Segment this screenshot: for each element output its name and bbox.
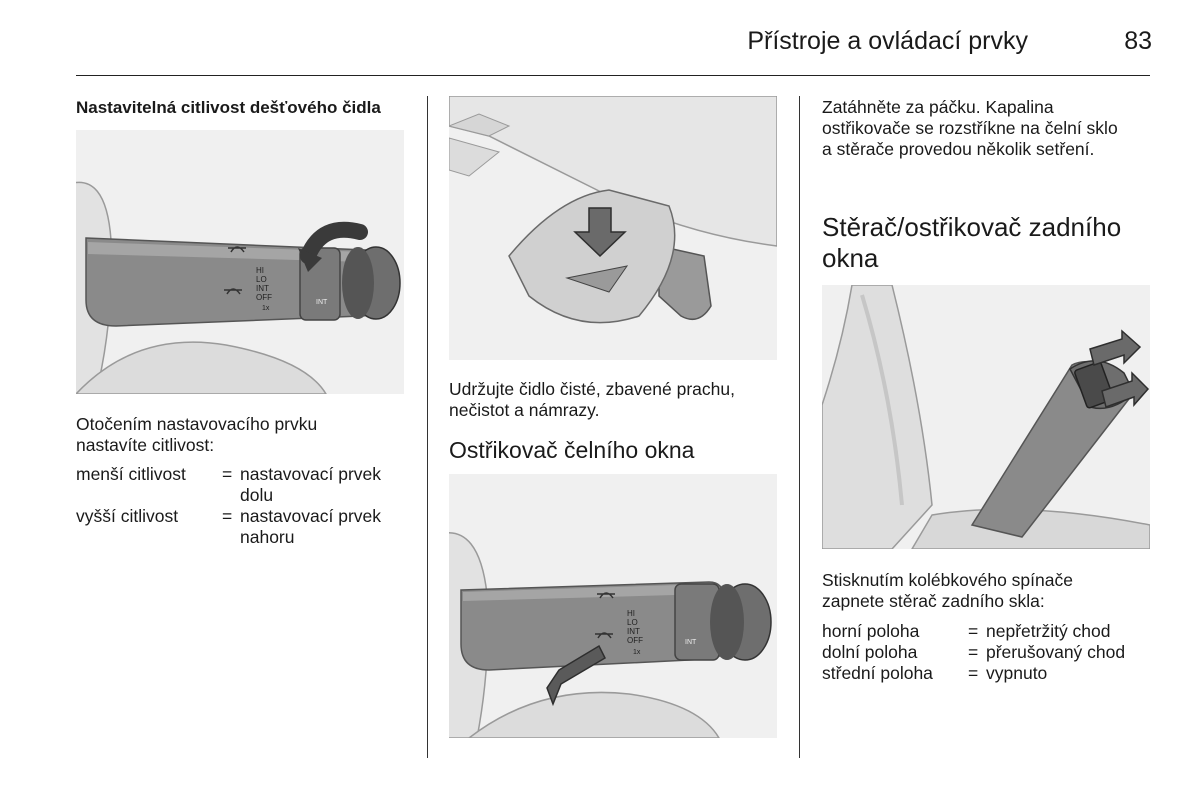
settings-row [76,506,416,548]
label-off: OFF [627,636,643,645]
heading-rear-wiper: Stěrač/ostřikovač zadního okna [822,212,1122,273]
figure-sensitivity-adjuster [76,130,404,394]
label-hi: HI [627,609,635,618]
page-number: 83 [1124,27,1152,55]
figure-rain-sensor [449,96,777,360]
column-divider-2 [799,96,800,758]
label-int-knob: INT [316,299,328,306]
settings-term: vyšší citlivost [76,506,179,526]
settings-def: nastavovací prvek dolu [240,464,382,505]
label-int: INT [256,284,269,293]
label-1x: 1x [262,305,270,312]
positions-eq: = [968,642,979,662]
column-divider-1 [427,96,428,758]
positions-term: dolní poloha [822,642,918,662]
positions-def: přerušovaný chod [986,642,1126,662]
settings-row [76,464,416,506]
rocker-positions-list [822,621,1162,684]
figure-rear-wiper-rocker [822,285,1150,549]
label-1x: 1x [633,649,641,656]
positions-row [822,642,1162,663]
settings-def: nastavovací prvek nahoru [240,506,382,547]
header-rule [76,75,1150,76]
intro-text-sensitivity: Otočením nastavovacího prvku nastavíte citlivost: [76,414,318,455]
pull-lever-text: Zatáhněte za páčku. Kapalina ostřikovače se rozstříkne na čelní sklo a stěrače provedou několik setření. [822,97,1118,159]
label-lo: LO [627,618,638,627]
settings-eq: = [222,464,233,484]
running-header-title: Přístroje a ovládací prvky [747,27,1028,55]
positions-def: nepřetržitý chod [986,621,1111,641]
label-int-knob: INT [685,639,697,646]
sensor-care-text: Udržujte čidlo čisté, zbavené prachu, nečistot a námrazy. [449,379,735,420]
settings-eq: = [222,506,233,526]
figure-windscreen-washer-stalk [449,474,777,738]
label-hi: HI [256,266,264,275]
section-label-rain-sensor: Nastavitelná citlivost dešťového čidla [76,98,381,117]
rocker-switch-text: Stisknutím kolébkového spínače zapnete stěrač zadního skla: [822,570,1073,611]
label-int: INT [627,627,640,636]
positions-eq: = [968,663,979,683]
sensitivity-settings-list [76,464,416,548]
positions-term: střední poloha [822,663,933,683]
positions-def: vypnuto [986,663,1048,683]
settings-term: menší citlivost [76,464,186,484]
label-off: OFF [256,293,272,302]
positions-row [822,663,1162,684]
heading-windscreen-washer: Ostřikovač čelního okna [449,437,695,463]
positions-term: horní poloha [822,621,920,641]
label-lo: LO [256,275,267,284]
positions-eq: = [968,621,979,641]
positions-row [822,621,1162,642]
